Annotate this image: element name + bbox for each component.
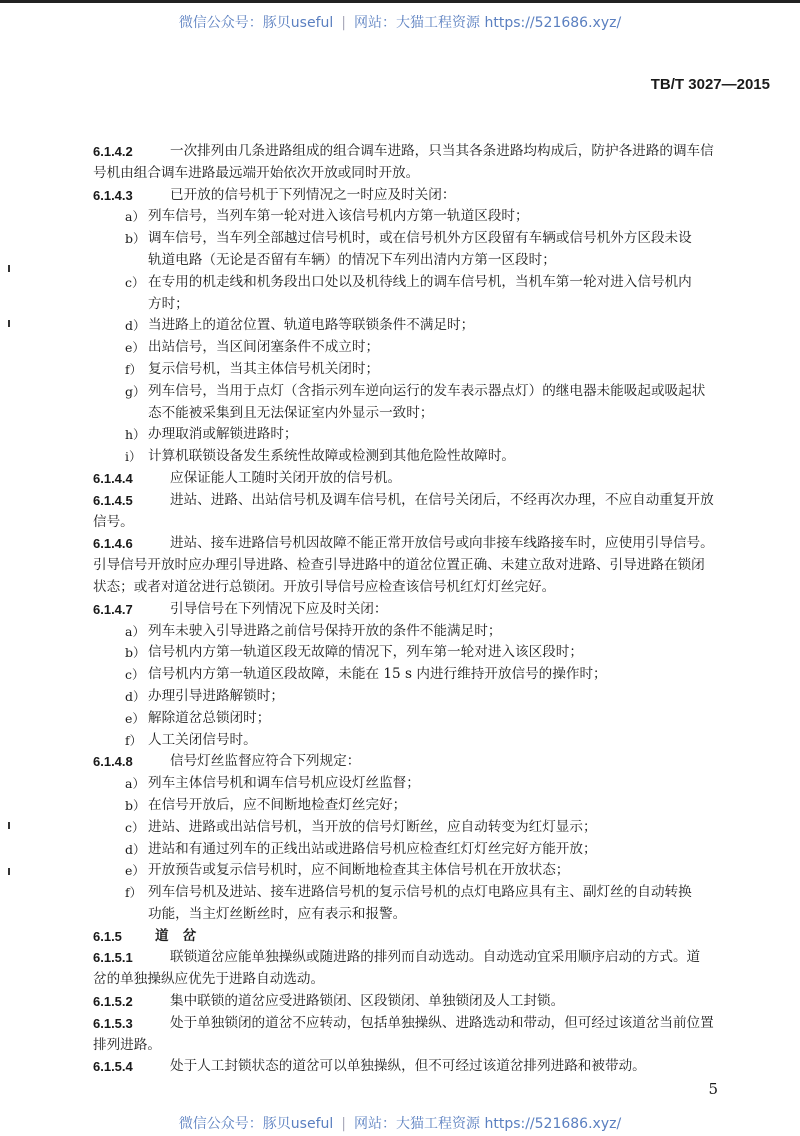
clause-line	[0, 185, 800, 207]
line-text: 方时；	[148, 295, 189, 312]
list-item	[0, 817, 800, 839]
item-label: h）	[125, 427, 146, 443]
clause-number: 6.1.4.4	[93, 470, 133, 486]
watermark-wechat: 微信公众号：豚贝useful	[178, 1116, 334, 1132]
clause-line	[0, 751, 800, 773]
line-text: 信号机内方第一轨道区段故障，未能在 15 s 内进行维持开放信号的操作时；	[148, 666, 607, 683]
line-text: 状态；或者对道岔进行总锁闭。开放引导信号应检查该信号机红灯灯丝完好。	[93, 578, 556, 595]
text-line	[0, 969, 800, 991]
line-text: 道岔	[155, 927, 211, 944]
text-line	[0, 1035, 800, 1057]
list-item	[0, 424, 800, 446]
item-label: d）	[125, 688, 146, 704]
line-text: 处于单独锁闭的道岔不应转动，包括单独操纵、进路选动和带动，但可经过该道岔当前位置	[170, 1014, 714, 1031]
item-label: e）	[125, 863, 145, 879]
list-item	[0, 860, 800, 882]
list-item	[0, 272, 800, 294]
item-label: e）	[125, 340, 145, 356]
item-label: e）	[125, 710, 145, 726]
line-text: 功能，当主灯丝断丝时，应有表示和报警。	[148, 905, 407, 922]
list-item	[0, 621, 800, 643]
item-label: i）	[125, 449, 142, 465]
clause-number: 6.1.5	[93, 928, 122, 944]
scan-edge	[0, 0, 800, 3]
text-line	[0, 294, 800, 316]
watermark-separator: |	[341, 1116, 347, 1132]
line-text: 号机由组合调车进路最远端开始依次开放或同时开放。	[93, 164, 420, 181]
text-line	[0, 403, 800, 425]
list-item	[0, 795, 800, 817]
item-label: g）	[125, 383, 146, 399]
item-label: a）	[125, 623, 145, 639]
item-label: a）	[125, 776, 145, 792]
clause-line	[0, 926, 800, 948]
line-text: 集中联锁的道岔应受进路锁闭、区段锁闭、单独锁闭及人工封锁。	[170, 993, 565, 1010]
text-line	[0, 250, 800, 272]
line-text: 列车信号，当列车第一轮对进入该信号机内方第一轨道区段时；	[148, 208, 529, 225]
line-text: 复示信号机，当其主体信号机关闭时；	[148, 360, 380, 377]
list-item	[0, 642, 800, 664]
clause-line	[0, 533, 800, 555]
line-text: 办理取消或解锁进路时；	[148, 426, 298, 443]
clause-line	[0, 599, 800, 621]
clause-line	[0, 490, 800, 512]
item-label: d）	[125, 841, 146, 857]
line-text: 岔的单独操纵应优先于进路自动选动。	[93, 971, 325, 988]
watermark-top	[0, 12, 800, 32]
list-item	[0, 446, 800, 468]
scan-mark	[8, 265, 10, 272]
item-label: f）	[125, 885, 143, 901]
line-text: 处于人工封锁状态的道岔可以单独操纵，但不可经过该道岔排列进路和被带动。	[170, 1058, 646, 1075]
item-label: b）	[125, 645, 146, 661]
text-line	[0, 163, 800, 185]
list-item	[0, 773, 800, 795]
list-item	[0, 686, 800, 708]
line-text: 应保证能人工随时关闭开放的信号机。	[170, 469, 402, 486]
clause-number: 6.1.5.3	[93, 1015, 133, 1031]
line-text: 排列进路。	[93, 1036, 161, 1053]
clause-line	[0, 991, 800, 1013]
line-text: 列车信号机及进站、接车进路信号机的复示信号机的点灯电路应具有主、副灯丝的自动转换	[148, 884, 692, 901]
page-number: 5	[708, 1080, 718, 1098]
line-text: 列车信号，当用于点灯（含指示列车逆向运行的发车表示器点灯）的继电器未能吸起或吸起状	[148, 382, 706, 399]
scan-mark	[8, 320, 10, 327]
watermark-website: 网站：大猫工程资源 https://521686.xyz/	[354, 1116, 622, 1132]
line-text: 一次排列由几条进路组成的组合调车进路，只当其各条进路均构成后，防护各进路的调车信	[170, 143, 714, 159]
item-label: b）	[125, 231, 146, 247]
watermark-separator: |	[341, 15, 347, 31]
line-text: 列车主体信号机和调车信号机应设灯丝监督；	[148, 775, 420, 792]
clause-number: 6.1.4.3	[93, 187, 133, 203]
text-line	[0, 577, 800, 599]
line-text: 信号机内方第一轨道区段无故障的情况下，列车第一轮对进入该区段时；	[148, 644, 583, 661]
scan-mark	[8, 822, 10, 829]
text-line	[0, 555, 800, 577]
clause-number: 6.1.5.1	[93, 950, 133, 966]
line-text: 调车信号，当车列全部越过信号机时，或在信号机外方区段留有车辆或信号机外方区段未设	[148, 230, 692, 247]
watermark-wechat: 微信公众号：豚贝useful	[178, 15, 334, 31]
text-line	[0, 904, 800, 926]
clause-number: 6.1.4.6	[93, 536, 133, 552]
line-text: 出站信号，当区间闭塞条件不成立时；	[148, 339, 380, 356]
watermark-bottom	[0, 1113, 800, 1133]
document-body	[0, 141, 800, 1078]
clause-line	[0, 1013, 800, 1035]
clause-number: 6.1.5.2	[93, 994, 133, 1010]
list-item	[0, 730, 800, 752]
item-label: c）	[125, 667, 145, 683]
item-label: a）	[125, 209, 145, 225]
line-text: 进站、接车进路信号机因故障不能正常开放信号或向非接车线路接车时，应使用引导信号。	[170, 535, 714, 552]
line-text: 当进路上的道岔位置、轨道电路等联锁条件不满足时；	[148, 317, 475, 334]
list-item	[0, 839, 800, 861]
list-item	[0, 708, 800, 730]
list-item	[0, 206, 800, 228]
line-text: 办理引导进路解锁时；	[148, 687, 284, 704]
clause-number: 6.1.4.5	[93, 492, 133, 508]
list-item	[0, 882, 800, 904]
list-item	[0, 315, 800, 337]
line-text: 态不能被采集到且无法保证室内外显示一致时；	[148, 404, 434, 421]
item-label: f）	[125, 361, 143, 377]
list-item	[0, 381, 800, 403]
item-label: d）	[125, 318, 146, 334]
line-text: 人工关闭信号时。	[148, 731, 257, 748]
line-text: 联锁道岔应能单独操纵或随进路的排列而自动选动。自动选动宜采用顺序启动的方式。道	[170, 949, 701, 966]
list-item	[0, 359, 800, 381]
line-text: 信号灯丝监督应符合下列规定：	[170, 753, 361, 770]
clause-line	[0, 141, 800, 163]
line-text: 轨道电路（无论是否留有车辆）的情况下车列出清内方第一区段时；	[148, 251, 556, 268]
text-line	[0, 512, 800, 534]
watermark-website: 网站：大猫工程资源 https://521686.xyz/	[354, 15, 622, 31]
line-text: 进站、进路或出站信号机，当开放的信号灯断丝，应自动转变为红灯显示；	[148, 818, 597, 835]
clause-line	[0, 1056, 800, 1078]
clause-number: 6.1.5.4	[93, 1059, 133, 1075]
standard-number: TB/T 3027—2015	[650, 76, 770, 93]
clause-number: 6.1.4.8	[93, 754, 133, 770]
line-text: 在信号开放后，应不间断地检查灯丝完好；	[148, 796, 407, 813]
item-label: c）	[125, 819, 145, 835]
line-text: 引导信号开放时应办理引导进路、检查引导进路中的道岔位置正确、未建立敌对进路、引导进路在锁闭	[93, 557, 705, 574]
line-text: 开放预告或复示信号机时，应不间断地检查其主体信号机在开放状态；	[148, 862, 570, 879]
list-item	[0, 664, 800, 686]
line-text: 进站和有通过列车的正线出站或进路信号机应检查红灯灯丝完好方能开放；	[148, 840, 597, 857]
line-text: 已开放的信号机于下列情况之一时应及时关闭：	[170, 186, 456, 203]
item-label: c）	[125, 274, 145, 290]
list-item	[0, 337, 800, 359]
clause-line	[0, 468, 800, 490]
scan-mark	[8, 868, 10, 875]
line-text: 信号。	[93, 513, 134, 530]
line-text: 解除道岔总锁闭时；	[148, 709, 271, 726]
item-label: b）	[125, 797, 146, 813]
line-text: 计算机联锁设备发生系统性故障或检测到其他危险性故障时。	[148, 448, 516, 465]
clause-number: 6.1.4.7	[93, 601, 133, 617]
clause-line	[0, 947, 800, 969]
line-text: 列车未驶入引导进路之前信号保持开放的条件不能满足时；	[148, 622, 502, 639]
list-item	[0, 228, 800, 250]
item-label: f）	[125, 732, 143, 748]
line-text: 在专用的机走线和机务段出口处以及机待线上的调车信号机，当机车第一轮对进入信号机内	[148, 273, 692, 290]
line-text: 进站、进路、出站信号机及调车信号机，在信号关闭后，不经再次办理，不应自动重复开放	[170, 491, 714, 508]
clause-number: 6.1.4.2	[93, 144, 133, 159]
line-text: 引导信号在下列情况下应及时关闭：	[170, 600, 388, 617]
